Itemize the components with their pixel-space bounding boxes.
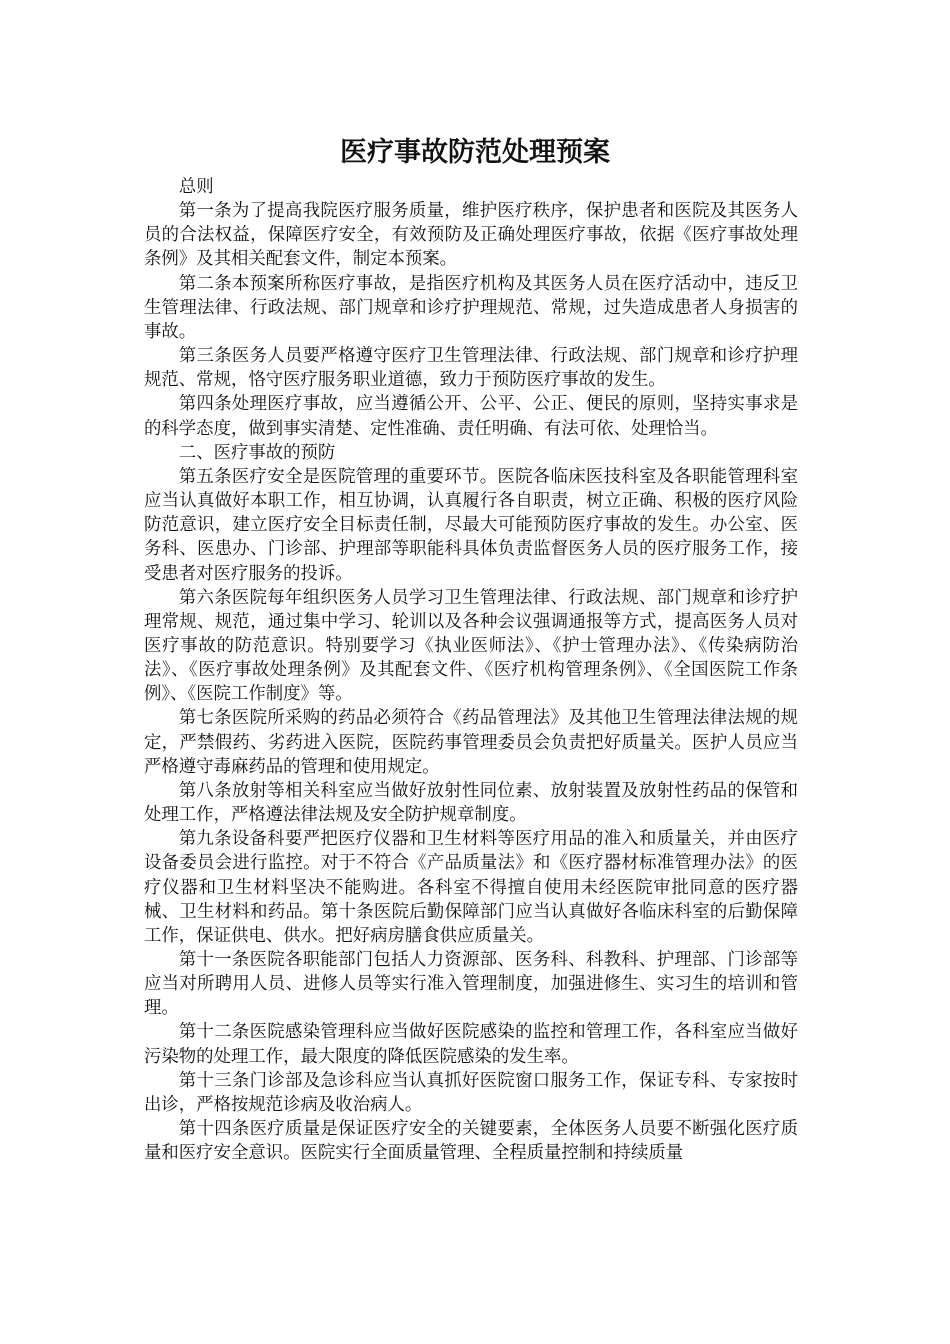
article-paragraph: 第二条本预案所称医疗事故，是指医疗机构及其医务人员在医疗活动中，违反卫生管理法律、行政法规、部门规章和诊疗护理规范、常规，过失造成患者人身损害的事故。 — [144, 273, 798, 342]
document-title: 医疗事故防范处理预案 — [340, 137, 610, 168]
article-paragraph: 第八条放射等相关科室应当做好放射性同位素、放射装置及放射性药品的保管和处理工作，严格遵法律法规及安全防护规章制度。 — [144, 780, 798, 826]
section-heading-general: 总则 — [178, 177, 214, 197]
article-paragraph: 第一条为了提高我院医疗服务质量，维护医疗秩序，保护患者和医院及其医务人员的合法权益，保障医疗安全，有效预防及正确处理医疗事故，依据《医疗事故处理条例》及其相关配套文件，制定本预案。 — [144, 201, 798, 270]
article-paragraph: 第四条处理医疗事故，应当遵循公开、公平、公正、便民的原则，坚持实事求是的科学态度，做到事实清楚、定性准确、责任明确、有法可依、处理恰当。 — [144, 394, 798, 439]
document-body — [144, 175, 798, 1165]
article-paragraph: 第十三条门诊部及急诊科应当认真抓好医院窗口服务工作，保证专科、专家按时出诊，严格按规范诊病及收治病人。 — [144, 1070, 798, 1115]
article-paragraph: 第九条设备科要严把医疗仪器和卫生材料等医疗用品的准入和质量关，并由医疗设备委员会进行监控。对于不符合《产品质量法》和《医疗器材标准管理办法》的医疗仪器和卫生材料坚决不能购进。各科室不得擅自使用未经医院审批同意的医疗器械、卫生材料和药品。第十条医院后勤保障部门应当认真做好各临床科室的后勤保障工作，保证供电、供水。把好病房膳食供应质量关。 — [144, 829, 798, 946]
section-heading-prevention: 二、医疗事故的预防 — [178, 442, 336, 463]
article-paragraph: 第三条医务人员要严格遵守医疗卫生管理法律、行政法规、部门规章和诊疗护理规范、常规，恪守医疗服务职业道德，致力于预防医疗事故的发生。 — [144, 346, 798, 391]
article-paragraph: 第五条医疗安全是医院管理的重要环节。医院各临床医技科室及各职能管理科室应当认真做好本职工作，相互协调，认真履行各自职责，树立正确、积极的医疗风险防范意识，建立医疗安全目标责任制，尽最大可能预防医疗事故的发生。办公室、医务科、医患办、门诊部、护理部等职能科具体负责监督医务人员的医疗服务工作，接受患者对医疗服务的投诉。 — [144, 466, 798, 584]
article-paragraph: 第七条医院所采购的药品必须符合《药品管理法》及其他卫生管理法律法规的规定，严禁假药、劣药进入医院，医院药事管理委员会负责把好质量关。医护人员应当严格遵守毒麻药品的管理和使用规定。 — [144, 708, 798, 777]
article-paragraph: 第十四条医疗质量是保证医疗安全的关键要素，全体医务人员要不断强化医疗质量和医疗安全意识。医院实行全面质量管理、全程质量控制和持续质量 — [144, 1119, 798, 1164]
article-paragraph: 第十二条医院感染管理科应当做好医院感染的监控和管理工作，各科室应当做好污染物的处理工作，最大限度的降低医院感染的发生率。 — [144, 1022, 798, 1067]
article-paragraph: 第十一条医院各职能部门包括人力资源部、医务科、科教科、护理部、门诊部等应当对所聘用人员、进修人员等实行准入管理制度，加强进修生、实习生的培训和管理。 — [144, 950, 798, 1019]
article-paragraph: 第六条医院每年组织医务人员学习卫生管理法律、行政法规、部门规章和诊疗护理常规、规范，通过集中学习、轮训以及各种会议强调通报等方式，提高医务人员对医疗事故的防范意识。特别要学习《执业医师法》、《护士管理办法》、《传染病防治法》、《医疗事故处理条例》及其配套文件、《医疗机构管理条例》、《全国医院工作条例》、《医院工作制度》等。 — [144, 587, 798, 705]
